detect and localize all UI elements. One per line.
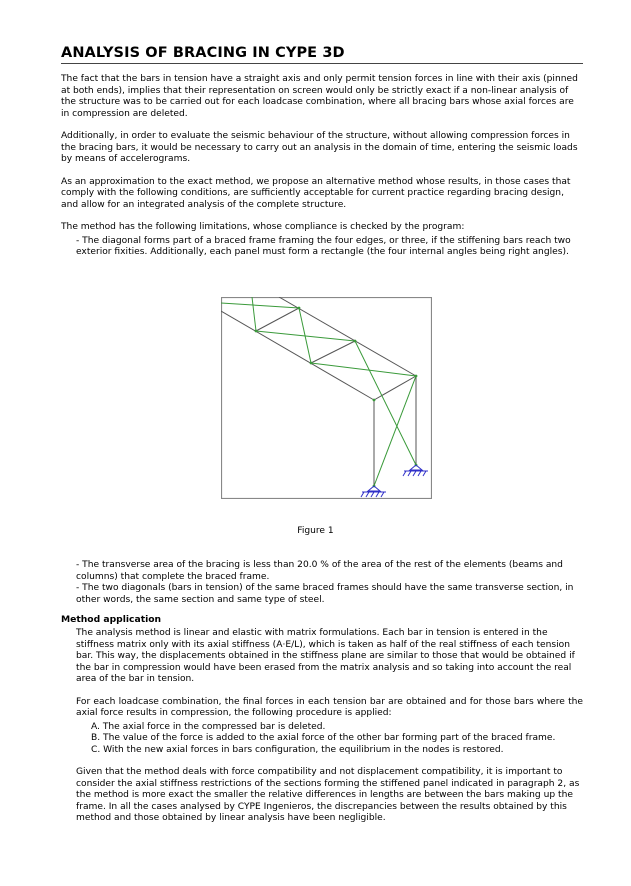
document-page: [61, 44, 583, 259]
method-application-heading: Method application: [61, 614, 162, 625]
intro-paragraph-1: The fact that the bars in tension have a straight axis and only permit tension forces in line with their axis (pinned at both ends), implies that their representation on screen would only be strictly exact if a non-linear analysis of the structure was to be carried out for each loadcase combination, where all bracing bars whose axial forces are in compression are deleted.: [61, 74, 578, 119]
method-step-c: C. With the new axial forces in bars configuration, the equilibrium in the nodes is restored.: [91, 744, 504, 755]
method-step-a: A. The axial force in the compressed bar is deleted.: [91, 721, 326, 732]
limitation-1: - The diagonal forms part of a braced frame framing the four edges, or three, if the stiffening bars reach two exterior fixities. Additionally, each panel must form a rectangle (the four internal angles being right angles).: [76, 235, 571, 257]
intro-paragraph-3: As an approximation to the exact method, we propose an alternative method whose results, in those cases that comply with the following conditions, are sufficiently acceptable for current practice regarding bracing design, and allow for an integrated analysis of the complete structure.: [61, 176, 571, 210]
document-page-continued: [61, 560, 583, 825]
intro-paragraph-2: Additionally, in order to evaluate the seismic behaviour of the structure, without allowing compression forces in the bracing bars, it would be necessary to carry out an analysis in the domain of time, entering the seismic loads by means of accelerograms.: [61, 131, 578, 164]
figure-caption: Figure 1: [297, 526, 334, 536]
method-paragraph-3: Given that the method deals with force compatibility and not displacement compatibility, it is important to consider the axial stiffness restrictions of the sections forming the stiffened panel indicated in paragraph 2, as the method is more exact the smaller the relative differences in lengths are between the bars making up the frame. In all the cases analysed by CYPE Ingenieros, the discrepancies between the results obtained by this method and those obtained by linear analysis have been negligible.: [76, 767, 580, 823]
page-title: ANALYSIS OF BRACING IN CYPE 3D: [61, 44, 583, 64]
figure-1-braced-frame-diagram: [221, 297, 432, 499]
method-paragraph-1: The analysis method is linear and elastic with matrix formulations. Each bar in tension is entered in the stiffness matrix only with its axial stiffness (A·E/L), which is taken as half of the real stiffness of each tension bar. This way, the displacements obtained in the stiffness plane are similar to those that would be obtained if the bar in compression would have been erased from the matrix analysis and so taking into account the real area of the bar in tension.: [76, 628, 575, 684]
limitation-2: - The transverse area of the bracing is less than 20.0 % of the area of the rest of the elements (beams and columns) that complete the braced frame.: [76, 560, 563, 582]
method-paragraph-2: For each loadcase combination, the final forces in each tension bar are obtained and for those bars where the axial force results in compression, the following procedure is applied:: [76, 696, 583, 718]
method-step-b: B. The value of the force is added to the axial force of the other bar forming part of the braced frame.: [91, 733, 556, 743]
limitation-3: - The two diagonals (bars in tension) of the same braced frames should have the same transverse section, in other words, the same section and same type of steel.: [76, 583, 574, 605]
figure-border: [222, 298, 432, 499]
intro-paragraph-4: The method has the following limitations, whose compliance is checked by the program:: [61, 222, 465, 232]
